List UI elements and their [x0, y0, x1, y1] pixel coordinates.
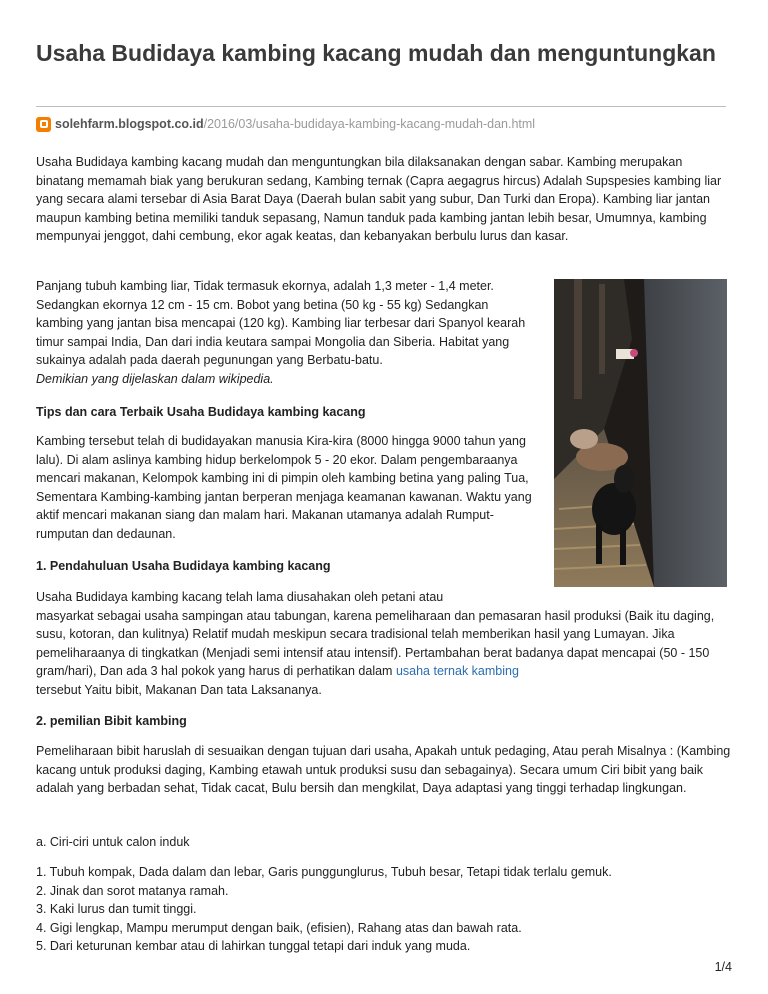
source-url[interactable]	[36, 114, 535, 134]
source-domain[interactable]: solehfarm.blogspot.co.id	[55, 117, 204, 131]
page-number: 1/4	[714, 960, 732, 974]
page-title: Usaha Budidaya kambing kacang mudah dan menguntungkan	[36, 40, 716, 66]
section2-subheading: a. Ciri-ciri untuk calon induk	[36, 835, 190, 849]
intro-paragraph: Usaha Budidaya kambing kacang mudah dan menguntungkan bila dilaksanakan dengan sabar. Kambing merupakan binatang memamah biak yang berukuran sedang, Kambing ternak (Capra aegagrus hircus) Adalah Supspesies kambing liar yang secara alami tersebar di Asia Barat Daya (Daerah bulan sabit yang subur, Dan Turki dan Eropa). Kambing liar jantan maupun kambing betina memiliki tanduk sepasang, Namun tanduk pada kambing jantan lebih besar, Umumnya, kambing mempunyai jenggot, dahi cembung, ekor agak keatas, dan kebanyakan berbulu lurus dan kasar.	[36, 155, 722, 243]
tips-paragraph: Kambing tersebut telah di budidayakan manusia Kira-kira (8000 hingga 9000 tahun yang lalu). Di alam aslinya kambing hidup berkelompok 5 - 20 ekor. Dalam pengembaraanya mencari makanan, Kelompok kambing ini di pimpin oleh kambing betina yang paling Tua, Sementara Kambing-kambing jantan berperan menjaga keamanan kawanan. Waktu yang aktif mencari makanan siang dan malam hari. Makanan utamanya adalah Rumput-rumputan dan dedaunan.	[36, 434, 532, 541]
wikipedia-note: Demikian yang dijelaskan dalam wikipedia.	[36, 371, 274, 386]
list-item: 2. Jinak dan sorot matanya ramah.	[36, 883, 229, 898]
body-paragraph-dimensions	[36, 277, 532, 388]
list-item: 3. Kaki lurus dan tumit tinggi.	[36, 902, 197, 916]
goat-barn-photo	[554, 279, 727, 587]
list-item: 1. Tubuh kompak, Dada dalam dan lebar, Garis punggunglurus, Tubuh besar, Tetapi tidak terlalu gemuk.	[36, 865, 612, 879]
section1-first-line: Usaha Budidaya kambing kacang telah lama diusahakan oleh petani atau	[36, 590, 444, 604]
calon-induk-list	[36, 863, 732, 956]
usaha-ternak-kambing-link[interactable]: usaha ternak kambing	[395, 664, 519, 678]
section1-heading: 1. Pendahuluan Usaha Budidaya kambing kacang	[36, 559, 331, 573]
dimensions-text: Panjang tubuh kambing liar, Tidak termasuk ekornya, adalah 1,3 meter - 1,4 meter. Sedangkan ekornya 12 cm - 15 cm. Bobot yang betina (50 kg - 55 kg) Sedangkan kambing yang jantan bisa mencapai (120 kg). Kambing liar terbesar dari Spanyol kearah timur sampai India, Dan dari india keutara sampai Mongolia dan Siberia. Habitat yang sukainya adalah pada daerah pegunungan yang Berbatu-batu.	[36, 279, 526, 367]
blogger-icon	[36, 117, 51, 132]
tips-heading: Tips dan cara Terbaik Usaha Budidaya kambing kacang	[36, 405, 366, 419]
section1-tail: tersebut Yaitu bibit, Makanan Dan tata Laksananya.	[36, 682, 322, 697]
section1-paragraph	[36, 588, 732, 699]
section2-paragraph: Pemeliharaan bibit haruslah di sesuaikan dengan tujuan dari usaha, Apakah untuk pedaging, Atau perah Misalnya : (Kambing kacang untuk produksi daging, Kambing etawah untuk produksi susu dan sebagainya). Secara umum Ciri bibit yang baik adalah yang berbadan sehat, Tidak cacat, Bulu bersih dan mengkilat, Daya adaptasi yang tinggi terhadap lingkungan.	[36, 744, 731, 795]
goat-barn-photo-image	[554, 279, 727, 587]
section2-heading: 2. pemilian Bibit kambing	[36, 714, 187, 728]
source-path[interactable]: /2016/03/usaha-budidaya-kambing-kacang-mudah-dan.html	[203, 117, 536, 131]
section1-text: masyarkat sebagai usaha sampingan atau tabungan, karena pemeliharaan dan pemasaran hasil produksi (Baik itu daging, susu, kotoran, dan kulitnya) Relatif mudah meskipun secara tradisional telah memberikan hasil yang Lumayan. Jika pemeliharaanya di tingkatkan (Menjadi semi intensif atau intensif). Pertambahan berat badanya dapat mencapai (50 - 150 gram/hari), Dan ada 3 hal pokok yang harus di perhatikan dalam	[36, 608, 715, 678]
list-item: 5. Dari keturunan kembar atau di lahirkan tunggal tetapi dari induk yang muda.	[36, 939, 471, 953]
title-divider	[36, 106, 726, 107]
list-item: 4. Gigi lengkap, Mampu merumput dengan baik, (efisien), Rahang atas dan bawah rata.	[36, 920, 522, 935]
